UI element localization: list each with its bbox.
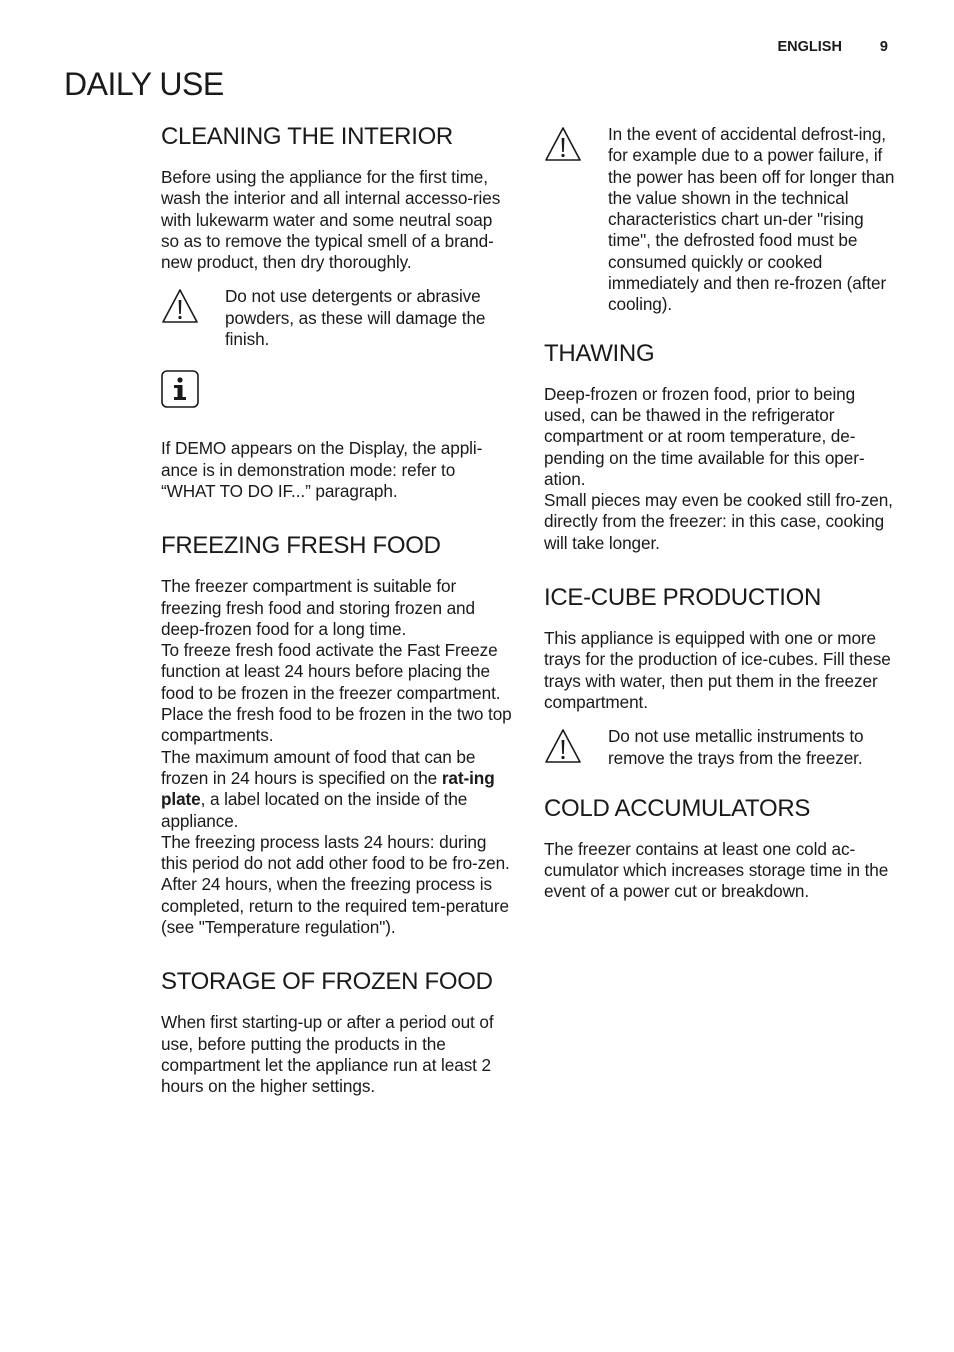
freezing-para-4-pre: The maximum amount of food that can be frozen in 24 hours is specified on the	[161, 746, 476, 788]
cold-accumulators-heading: COLD ACCUMULATORS	[544, 794, 811, 822]
warning-triangle-icon	[161, 287, 199, 325]
freezing-section	[161, 530, 513, 938]
cleaning-warning	[161, 286, 513, 350]
warning-triangle-icon	[544, 727, 582, 765]
page-title: DAILY USE	[64, 66, 224, 102]
freezing-heading: FREEZING FRESH FOOD	[161, 532, 441, 560]
cold-accumulators-body: The freezer contains at least one cold ac-cumulator which increases storage time in the event of a power cut or breakdown.	[544, 838, 889, 902]
icecube-warning-text: Do not use metallic instruments to remove the trays from the freezer.	[608, 726, 864, 768]
thawing-heading: THAWING	[544, 339, 655, 367]
cleaning-warning-text: Do not use detergents or abrasive powders, as these will damage the finish.	[225, 286, 486, 350]
thawing-section	[544, 338, 897, 554]
freezing-para-4	[161, 747, 513, 832]
rating-plate-term: rat-ing plate	[161, 767, 495, 810]
freezing-para-6: After 24 hours, when the freezing process is completed, return to the required tem-perature (see "Temperature regulation").	[161, 874, 509, 938]
freezing-para-3: Place the fresh food to be frozen in the two top compartments.	[161, 704, 512, 746]
right-column	[544, 121, 897, 923]
freezing-para-5: The freezing process lasts 24 hours: during this period do not add other food to be fro-zen.	[161, 831, 510, 874]
running-header	[777, 39, 888, 55]
icecube-body: This appliance is equipped with one or more trays for the production of ice-cubes. Fill these trays with water, then put them in the freezer compartment.	[544, 628, 891, 712]
storage-body: When first starting-up or after a period out of use, before putting the products in the compartment let the appliance run at least 2 hours on the higher settings.	[161, 1012, 494, 1097]
page-number: 9	[879, 39, 888, 55]
freezing-para-4-post: , a label located on the inside of the appliance.	[161, 789, 468, 831]
defrost-warning-text: In the event of accidental defrost-ing, for example due to a power failure, if the power has been off for longer than the value shown in the technical characteristics chart un-der "rising time", the defrosted food must be consumed quickly or cooked immediately and then re-frozen (after cooling).	[608, 124, 895, 315]
thawing-para-1: Deep-frozen or frozen food, prior to being used, can be thawed in the refrigerator compartment or at room temperature, de-pending on the time available for this oper-ation.	[544, 383, 865, 489]
left-column	[161, 121, 513, 1118]
storage-section	[161, 966, 513, 1097]
cleaning-body: Before using the appliance for the first time, wash the interior and all internal accesso-ries with lukewarm water and some neutral soap so as to remove the typical smell of a brand-new product, then dry thoroughly.	[161, 167, 501, 273]
cold-accumulators-section	[544, 793, 897, 903]
info-icon	[161, 370, 199, 408]
defrost-warning	[544, 124, 897, 316]
cleaning-heading: CLEANING THE INTERIOR	[161, 123, 453, 150]
warning-triangle-icon	[544, 125, 582, 163]
freezing-para-1: The freezer compartment is suitable for freezing fresh food and storing frozen and deep-frozen food for a long time.	[161, 576, 475, 639]
icecube-heading: ICE-CUBE PRODUCTION	[544, 584, 821, 612]
thawing-para-2: Small pieces may even be cooked still fro-zen, directly from the freezer: in this case, cooking will take longer.	[544, 490, 893, 553]
icecube-section	[544, 582, 897, 769]
demo-info-text: If DEMO appears on the Display, the appli-ance is in demonstration mode: refer to “WHAT TO DO IF...” paragraph.	[161, 438, 483, 501]
freezing-para-2: To freeze fresh food activate the Fast Freeze function at least 24 hours before placing the food to be frozen in the freezer compartment.	[161, 640, 501, 703]
language-label: ENGLISH	[777, 39, 842, 55]
storage-heading: STORAGE OF FROZEN FOOD	[161, 968, 493, 996]
icecube-warning	[544, 726, 897, 769]
cleaning-section	[161, 121, 513, 502]
